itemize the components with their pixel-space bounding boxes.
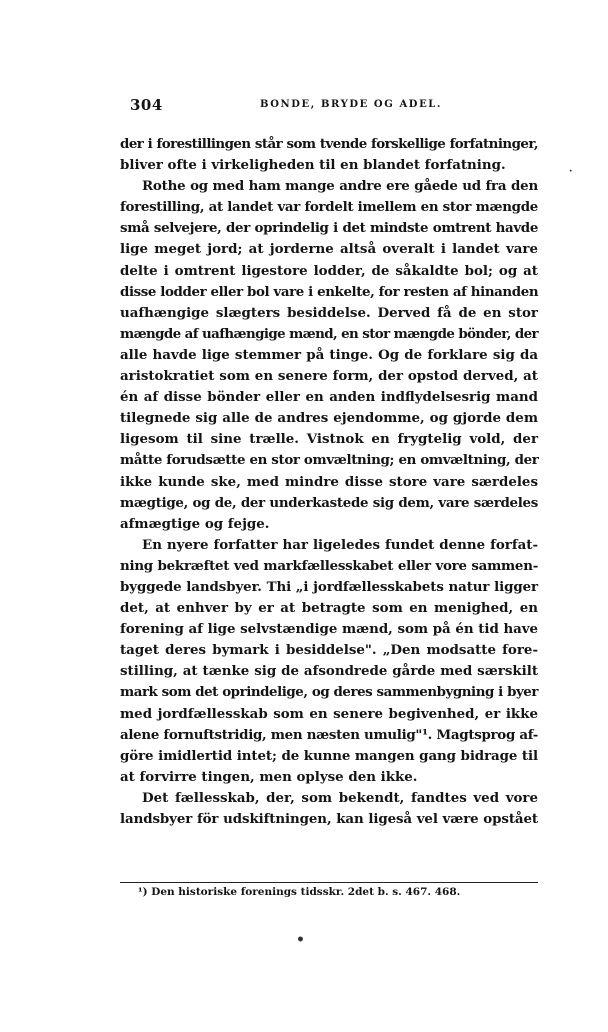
text-line: små selvejere, der oprindelig i det mindste omtrent havde bbox=[120, 220, 538, 237]
text-line: forening af lige selvstændige mænd, som på én tid have bbox=[120, 621, 538, 638]
text-line: med jordfællesskab som en senere begivenhed, er ikke bbox=[120, 705, 538, 722]
text-line: Rothe og med ham mange andre ere gåede ud fra den bbox=[142, 178, 538, 195]
text-line: aristokratiet som en senere form, der opstod derved, at bbox=[120, 368, 538, 385]
margin-mark: · bbox=[569, 166, 573, 177]
text-line: bliver ofte i virkeligheden til en blandet forfatning. bbox=[120, 157, 506, 174]
text-line: taget deres bymark i besiddelse". „Den modsatte fore- bbox=[120, 642, 538, 659]
page-number: 304 bbox=[130, 96, 163, 114]
text-line: En nyere forfatter har ligeledes fundet denne forfat- bbox=[142, 536, 538, 553]
page-header bbox=[130, 96, 535, 116]
text-line: byggede landsbyer. Thi „i jordfællesskabets natur ligger bbox=[120, 578, 538, 595]
running-title: BONDE, BRYDE OG ADEL. bbox=[260, 99, 443, 110]
text-line: disse lodder eller bol vare i enkelte, for resten af hinanden bbox=[120, 283, 539, 300]
body-text bbox=[120, 134, 538, 830]
text-line: afmægtige og fejge. bbox=[120, 515, 270, 532]
text-line: lige meget jord; at jorderne altså overalt i landet vare bbox=[120, 241, 538, 258]
text-line: forestilling, at landet var fordelt imellem en stor mængde bbox=[120, 199, 538, 216]
text-line: ligesom til sine trælle. Vistnok en frygtelig vold, der bbox=[120, 431, 538, 448]
text-line: stilling, at tænke sig de afsondrede gårde med særskilt bbox=[120, 663, 538, 680]
text-line: mængde af uafhængige mænd, en stor mængde bönder, der bbox=[120, 325, 538, 342]
text-line: tilegnede sig alle de andres ejendomme, og gjorde dem bbox=[120, 410, 538, 427]
text-line: uafhængige slægters besiddelse. Derved få de en stor bbox=[120, 304, 538, 321]
text-line: der i forestillingen står som tvende forskellige forfatninger, bbox=[120, 136, 538, 152]
text-line: det, at enhver by er at betragte som en menighed, en bbox=[120, 600, 538, 617]
text-line: landsbyer för udskiftningen, kan ligeså vel være opstået bbox=[120, 811, 538, 827]
footnote: ¹) Den historiske forenings tidsskr. 2det b. s. 467. 468. bbox=[138, 886, 461, 898]
text-line: göre imidlertid intet; de kunne mangen gang bidrage til bbox=[120, 747, 538, 764]
text-line: mark som det oprindelige, og deres sammenbygning i byer bbox=[120, 684, 538, 701]
text-line: måtte forudsætte en stor omvæltning; en omvæltning, der bbox=[120, 452, 539, 469]
text-line: mægtige, og de, der underkastede sig dem, vare særdeles bbox=[120, 494, 538, 511]
bottom-mark: • bbox=[296, 932, 305, 948]
text-line: Det fællesskab, der, som bekendt, fandtes ved vore bbox=[142, 789, 538, 806]
text-line: én af disse bönder eller en anden indflydelsesrig mand bbox=[120, 389, 538, 406]
text-line: at forvirre tingen, men oplyse den ikke. bbox=[120, 768, 418, 785]
text-line: alene fornuftstridig, men næsten umulig"¹. Magtsprog af- bbox=[120, 726, 538, 743]
text-line: delte i omtrent ligestore lodder, de såkaldte bol; og at bbox=[120, 262, 538, 279]
footnote-divider bbox=[120, 882, 538, 883]
text-line: ning bekræftet ved markfællesskabet eller vore sammen- bbox=[120, 557, 538, 574]
text-line: ikke kunde ske, med mindre disse store vare særdeles bbox=[120, 473, 538, 490]
text-line: alle havde lige stemmer på tinge. Og de forklare sig da bbox=[120, 346, 538, 363]
